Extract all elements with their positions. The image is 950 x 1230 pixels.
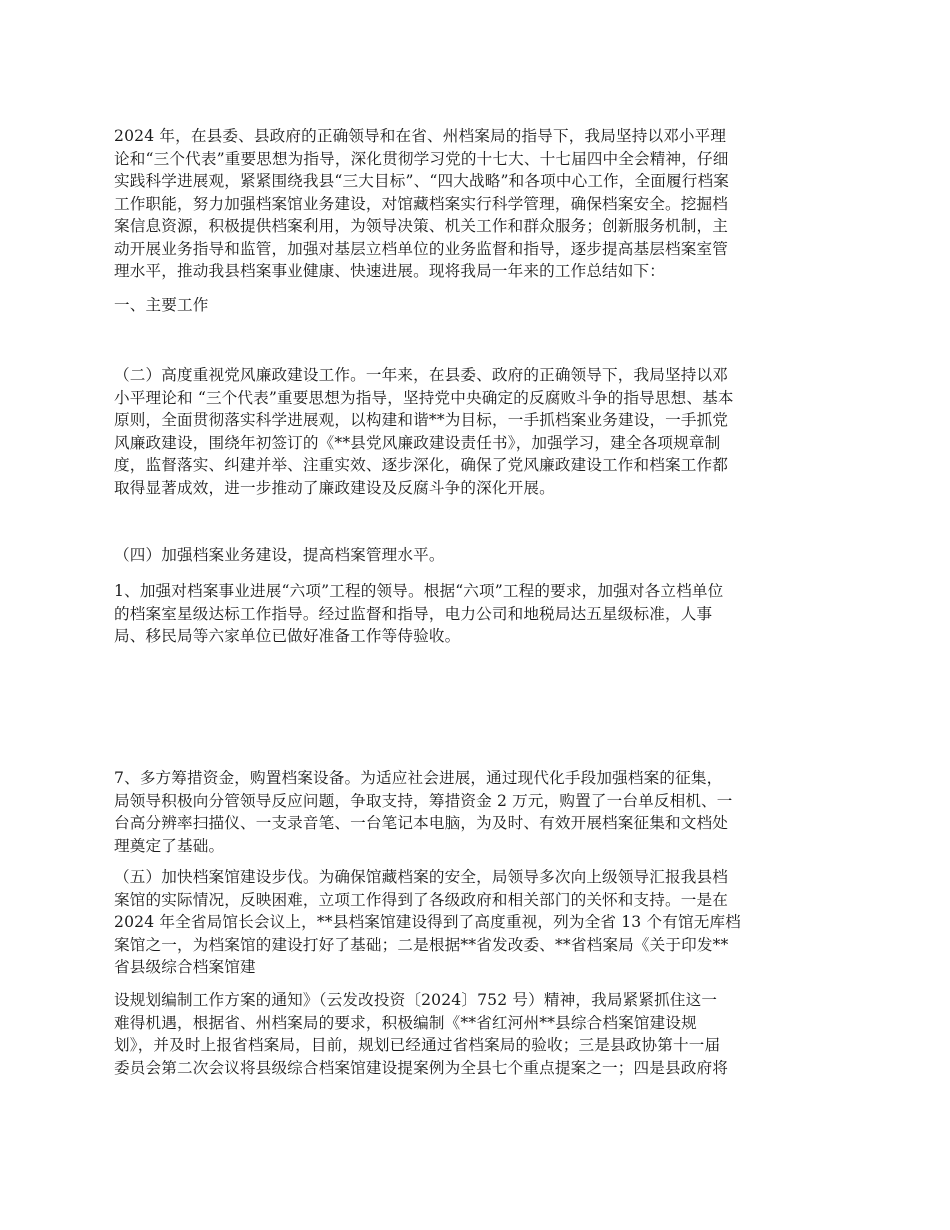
text-line: 难得机遇，根据省、州档案局的要求，积极编制《**省红河州**县综合档案馆建设规	[114, 1013, 697, 1032]
text-line: 2024 年，在县委、县政府的正确领导和在省、州档案局的指导下，我局坚持以邓小平理	[114, 127, 727, 145]
text-line: （四）加强档案业务建设，提高档案管理水平。	[114, 546, 445, 564]
item-1-paragraph	[114, 580, 840, 648]
section-5-continued-paragraph	[114, 989, 840, 1079]
text-line: 委员会第二次会议将县级综合档案馆建设提案例为全县七个重点提案之一；四是县政府将	[114, 1058, 729, 1077]
text-line: 的档案室星级达标工作指导。经过监督和指导，电力公司和地税局达五星级标准，人事	[114, 604, 713, 623]
text-line: 1、加强对档案事业进展“六项”工程的领导。根据“六项”工程的要求，加强对各立档单位	[114, 582, 724, 600]
text-line: 理水平，推动我县档案事业健康、快速进展。现将我局一年来的工作总结如下：	[114, 262, 666, 280]
section-4-heading	[114, 544, 840, 567]
text-line: 案馆的实际情况，反映困难，立项工作得到了各级政府和相关部门的关怀和支持。一是在	[114, 890, 729, 909]
section-5-paragraph	[114, 866, 840, 979]
text-line: 实践科学进展观，紧紧围绕我县“三大目标”、“四大战略”和各项中心工作，全面履行档案	[114, 172, 730, 190]
text-line: 案馆之一，为档案馆的建设打好了基础；二是根据**省发改委、**省档案局《关于印发**	[114, 935, 729, 954]
text-line: 取得显著成效，进一步推动了廉政建设及反腐斗争的深化开展。	[114, 478, 555, 497]
section-2-paragraph	[114, 364, 840, 499]
text-line: 台高分辨率扫描仪、一支录音笔、一台笔记本电脑，为及时、有效开展档案征集和文档处	[114, 814, 729, 832]
intro-paragraph	[114, 125, 840, 283]
text-line: 动开展业务指导和监管，加强对基层立档单位的业务监督和指导，逐步提高基层档案室管	[114, 239, 729, 258]
text-line: 工作职能，努力加强档案馆业务建设，对馆藏档案实行科学管理，确保档案安全。挖掘档	[114, 194, 729, 213]
text-line: （五）加快档案馆建设步伐。为确保馆藏档案的安全，局领导多次向上级领导汇报我县档	[114, 868, 729, 886]
text-line: 风廉政建设，围绕年初签订的《**县党风廉政建设责任书》，加强学习，建全各项规章制	[114, 433, 721, 452]
main-work-heading	[114, 294, 840, 317]
text-line: 度，监督落实、纠建并举、注重实效、逐步深化，确保了党风廉政建设工作和档案工作都	[114, 456, 729, 474]
text-line: （二）高度重视党风廉政建设工作。一年来，在县委、政府的正确领导下，我局坚持以邓	[114, 366, 729, 384]
text-line: 案信息资源，积极提供档案利用，为领导决策、机关工作和群众服务；创新服务机制，主	[114, 217, 729, 235]
text-line: 设规划编制工作方案的通知》（云发改投资〔2024〕752 号）精神，我局紧紧抓住这一	[114, 991, 718, 1009]
text-line: 小平理论和 “三个代表”重要思想为指导，坚持党中央确定的反腐败斗争的指导思想、基本	[114, 388, 734, 407]
text-line: 原则，全面贯彻落实科学进展观，以构建和谐**为目标，一手抓档案业务建设，一手抓党	[114, 411, 729, 429]
text-line: 7、多方筹措资金，购置档案设备。为适应社会进展，通过现代化手段加强档案的征集，	[114, 769, 723, 787]
text-line: 理奠定了基础。	[114, 836, 225, 855]
text-line: 2024 年全省局馆长会议上，**县档案馆建设得到了高度重视，列为全省 13 个有馆无库档	[114, 913, 741, 931]
heading-text: 一、主要工作	[114, 296, 209, 314]
text-line: 论和“三个代表”重要思想为指导，深化贯彻学习党的十七大、十七届四中全会精神，仔细	[114, 149, 729, 168]
item-7-paragraph	[114, 767, 840, 857]
text-line: 局、移民局等六家单位已做好准备工作等侍验收。	[114, 627, 461, 645]
text-line: 省县级综合档案馆建	[114, 958, 256, 976]
text-line: 局领导积极向分管领导反应问题，争取支持，筹措资金 2 万元，购置了一台单反相机、一	[114, 791, 733, 810]
text-line: 划》，并及时上报省档案局，目前，规划已经通过省档案局的验收；三是县政协第十一届	[114, 1036, 721, 1054]
